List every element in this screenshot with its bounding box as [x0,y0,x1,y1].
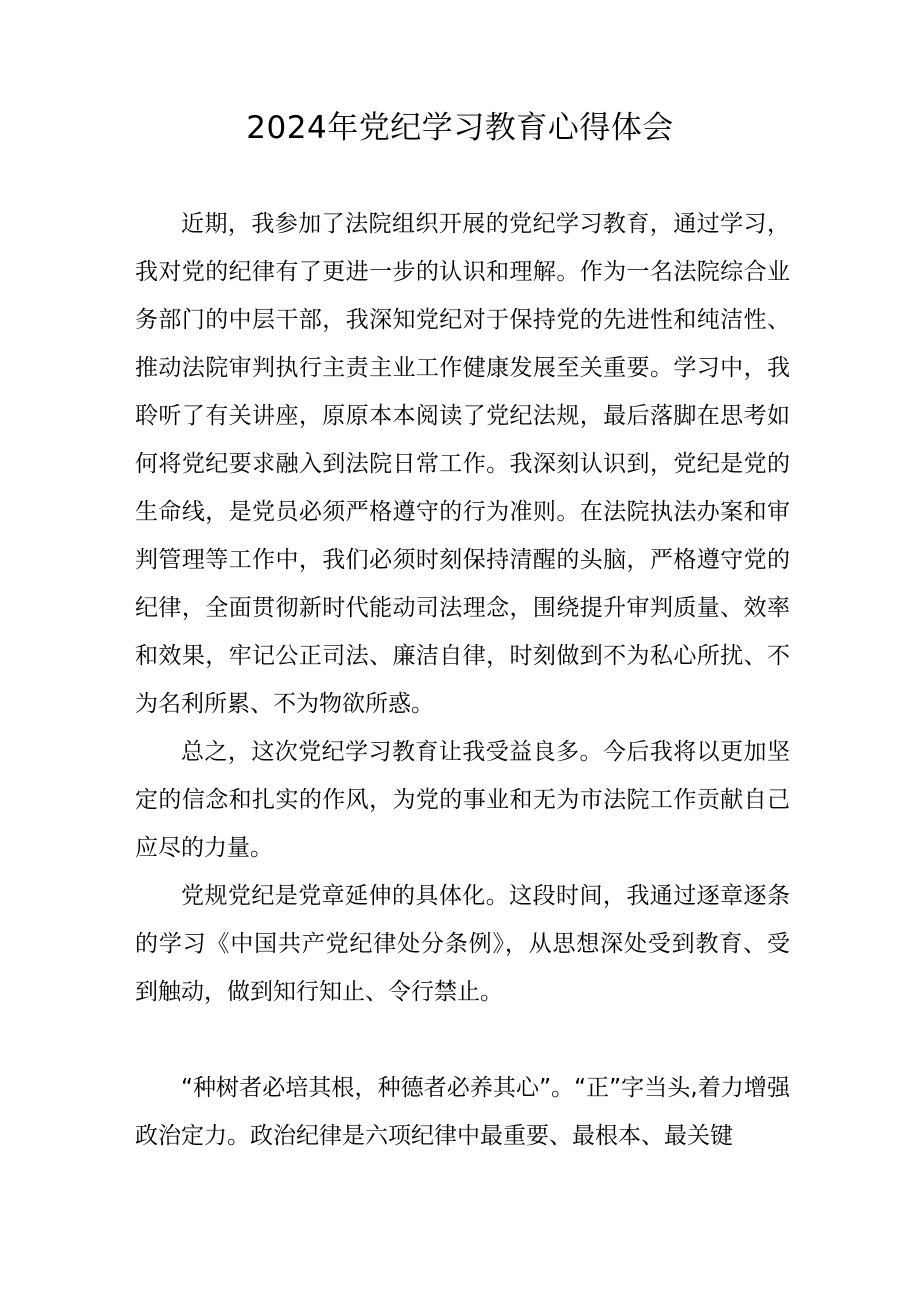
paragraph-2: 总之，这次党纪学习教育让我受益良多。今后我将以更加坚定的信念和扎实的作风，为党的事业和无为市法院工作贡献自己应尽的力量。 [135,739,790,861]
paragraph-4: “种树者必培其根，种德者必养其心”。“正”字当头,着力增强政治定力。政治纪律是六项纪律中最重要、最根本、最关键 [135,1075,790,1149]
document-title: 2024年党纪学习教育心得体会 [246,110,674,146]
paragraph-3: 党规党纪是党章延伸的具体化。这段时间，我通过逐章逐条的学习《中国共产党纪律处分条例》，从思想深处受到教育、受到触动，做到知行知止、令行禁止。 [135,883,790,1005]
paragraph-1: 近期，我参加了法院组织开展的党纪学习教育，通过学习，我对党的纪律有了更进一步的认识和理解。作为一名法院综合业务部门的中层干部，我深知党纪对于保持党的先进性和纯洁性、推动法院审判执行主责主业工作健康发展至关重要。学习中，我聆听了有关讲座，原原本本阅读了党纪法规，最后落脚在思考如何将党纪要求融入到法院日常工作。我深刻认识到，党纪是党的生命线，是党员必须严格遵守的行为准则。在法院执法办案和审判管理等工作中，我们必须时刻保持清醒的头脑，严格遵守党的纪律，全面贯彻新时代能动司法理念，围绕提升审判质量、效率和效果，牢记公正司法、廉洁自律，时刻做到不为私心所扰、不为名利所累、不为物欲所惑。 [135,211,790,717]
